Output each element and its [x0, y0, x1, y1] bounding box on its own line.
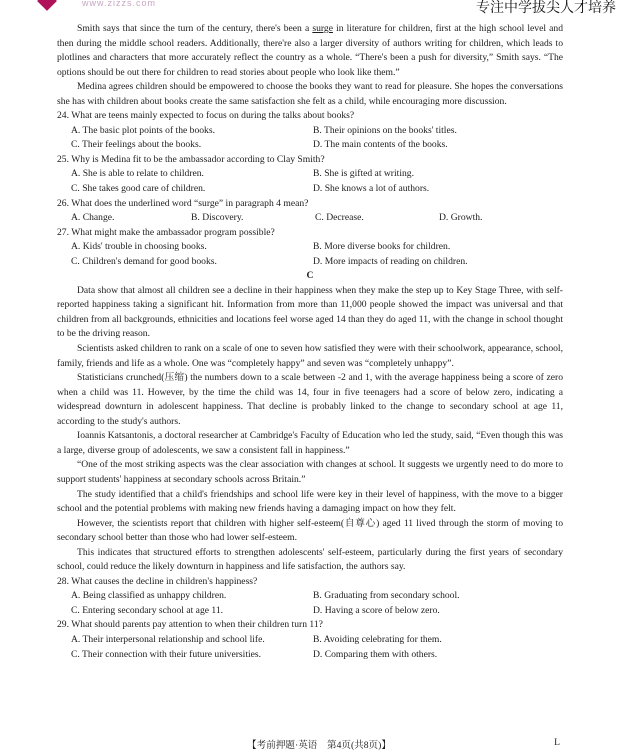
option-b: B. Discovery. — [191, 212, 244, 224]
option-d: D. Growth. — [439, 212, 483, 224]
question-options — [57, 633, 563, 662]
exam-content — [57, 22, 563, 662]
option-c: C. Children's demand for good books. — [71, 255, 217, 267]
passage-paragraph: “One of the most striking aspects was the clear association with changes at school. It suggests we urgently need to do more to support students' happiness at secondary schools across Britain.” — [57, 459, 563, 485]
passage-paragraph: Ioannis Katsantonis, a doctoral researcher at Cambridge's Faculty of Education who led the study, said, “Even though this was a large, diverse group of adolescents, we saw a consistent fall in happiness.” — [57, 430, 563, 456]
option-b: B. Graduating from secondary school. — [313, 590, 460, 602]
passage-paragraph: However, the scientists report that children with higher self-esteem(自尊心) aged 11 lived through the storm of moving to secondary school better than those who had lower self-esteem. — [57, 517, 563, 544]
option-c: C. Their connection with their future universities. — [71, 648, 262, 660]
option-a: A. Being classified as unhappy children. — [71, 590, 227, 602]
option-d: D. The main contents of the books. — [313, 139, 448, 151]
option-a: A. Change. — [71, 212, 115, 224]
question-stem: 28. What causes the decline in children's happiness? — [57, 575, 258, 587]
option-a: A. Their interpersonal relationship and school life. — [71, 633, 265, 645]
page-footer: 【考前押题·英语 第4页(共8页)】 — [247, 740, 391, 751]
option-d: D. Comparing them with others. — [313, 648, 438, 660]
passage-paragraph: The study identified that a child's friendships and school life were key in their level of happiness, with the move to a bigger school and the potential problems with making new friends having a damaging impact on how they felt. — [57, 488, 563, 515]
passage-paragraph: This indicates that structured efforts to strengthen adolescents' self-esteem, particularly during the first years of secondary school, could reduce the likely downturn in happiness and life satisfaction, the authors say. — [57, 546, 563, 573]
option-c: C. Entering secondary school at age 11. — [71, 604, 224, 616]
passage-paragraph: Data show that almost all children see a decline in their happiness when they make the step up to Key Stage Three, with self-reported happiness taking a significant hit. Information from more than 11,000 people showed the impact was universal and that children from all backgrounds, ethnicities and locations feel worse aged 14 than they do aged 11, with the change in school thought to be the driving reason. — [57, 284, 563, 340]
question-options — [57, 240, 563, 269]
question-stem: 26. What does the underlined word “surge” in paragraph 4 mean? — [57, 197, 309, 209]
question-stem: 24. What are teens mainly expected to focus on during the talks about books? — [57, 110, 355, 122]
section-heading: C — [306, 270, 314, 282]
underlined-word: surge — [312, 23, 333, 34]
question-options — [57, 589, 563, 618]
site-url: www.zizzs.com — [82, 0, 157, 8]
page-header — [0, 0, 638, 16]
passage-paragraph: Medina agrees children should be empowered to choose the books they want to read for pleasure. She hopes the conversations she has with children about books create the same satisfaction she felt as a child, while encouraging more discussion. — [57, 81, 563, 107]
paper-version-letter: L — [554, 737, 560, 748]
option-d: D. More impacts of reading on children. — [313, 255, 468, 267]
option-a: A. Kids' trouble in choosing books. — [71, 241, 207, 253]
option-d: D. She knows a lot of authors. — [313, 183, 430, 195]
option-b: B. Their opinions on the books' titles. — [313, 124, 457, 136]
question-stem: 29. What should parents pay attention to when their children turn 11? — [57, 619, 323, 631]
option-d: D. Having a score of below zero. — [313, 604, 440, 616]
option-c: C. Their feelings about the books. — [71, 139, 202, 151]
passage-paragraph: Scientists asked children to rank on a scale of one to seven how satisfied they were with their schoolwork, appearance, school, family, friends and life as a whole. One was “completely happy” and seven was “completely unhappy”. — [57, 343, 563, 369]
option-b: B. More diverse books for children. — [313, 241, 451, 253]
brand-logo-icon — [37, 0, 57, 11]
option-c: C. She takes good care of children. — [71, 183, 206, 195]
question-stem: 25. Why is Medina fit to be the ambassador according to Clay Smith? — [57, 153, 325, 165]
question-options — [57, 211, 563, 226]
option-a: A. The basic plot points of the books. — [71, 124, 215, 136]
option-b: B. She is gifted at writing. — [313, 168, 414, 180]
header-slogan: 专注中学拔尖人才培养 — [476, 0, 616, 16]
option-a: A. She is able to relate to children. — [71, 168, 204, 180]
passage-paragraph: Statisticians crunched(压缩) the numbers down to a scale between -2 and 1, with the average happiness being a score of zero when a child was 11. However, by the time the child was 14, four in five teenagers had a score of below zero, indicating a widespread downturn in adolescent happiness. That decline is probably linked to the change to secondary school at age 11, according to the study's authors. — [57, 372, 563, 427]
option-c: C. Decrease. — [315, 212, 364, 224]
passage-paragraph: Smith says that since the turn of the century, there's been a surge in literature for children, first at the high school level and then during the middle school readers. Additionally, there're also a larger diversity of authors writing for children, which leads to plotlines and characters that more accurately reflect the country as a whole. “There's been a push for diversity,” Smith says. “The options should be out there for children to read stories about people who look like them.” — [57, 23, 563, 78]
question-options — [57, 124, 563, 153]
question-stem: 27. What might make the ambassador program possible? — [57, 226, 275, 238]
question-options — [57, 167, 563, 196]
option-b: B. Avoiding celebrating for them. — [313, 633, 442, 645]
